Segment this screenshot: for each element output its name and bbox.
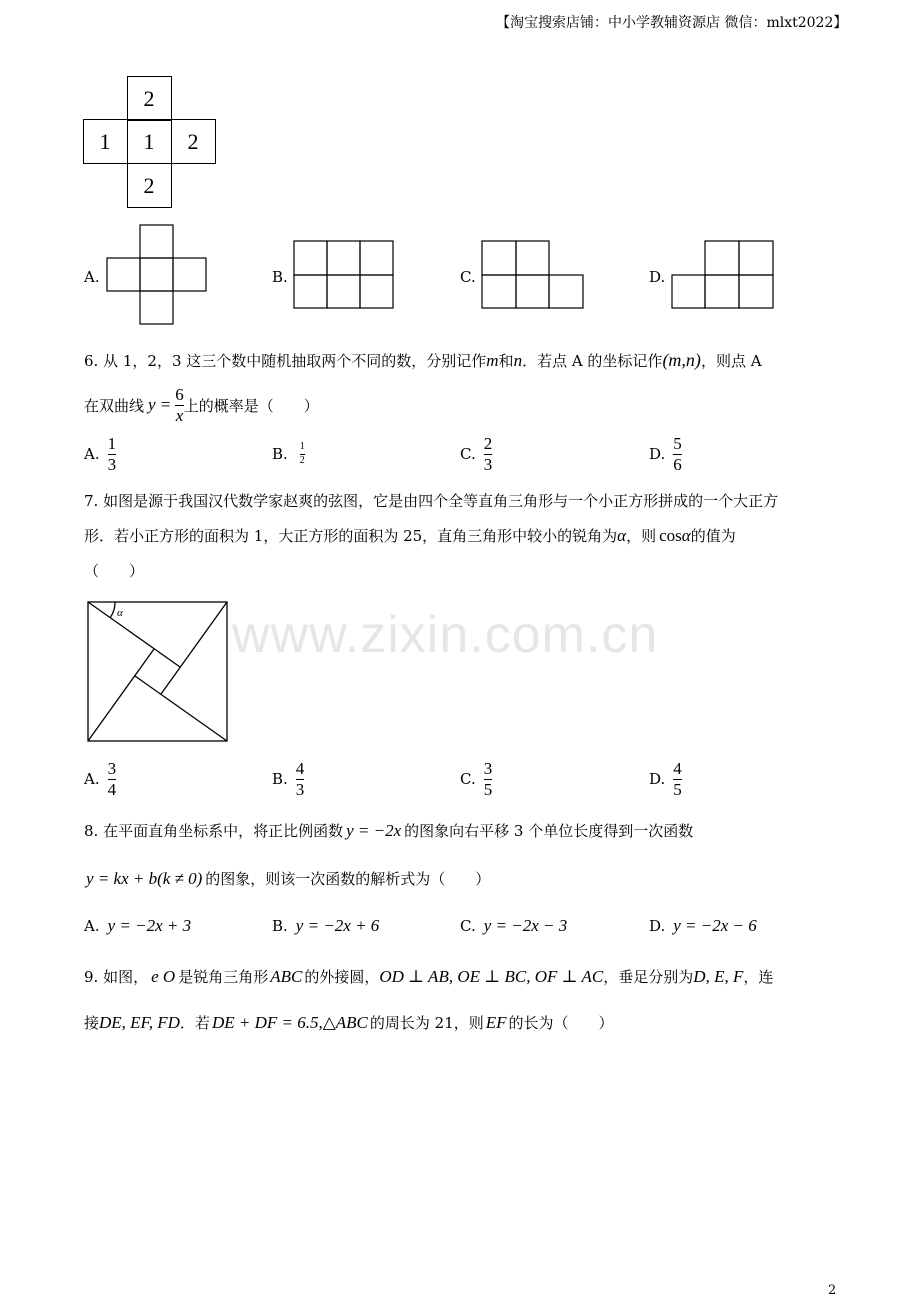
q6-n: n <box>513 351 523 370</box>
option-label: A. <box>84 770 100 789</box>
q9-ef: EF <box>485 1013 507 1032</box>
q7-line2 <box>84 525 736 546</box>
q6-option-d[interactable] <box>649 435 682 474</box>
q6-option-c[interactable] <box>460 435 492 474</box>
fraction-numerator: 2 <box>483 434 493 453</box>
q9-number: 9. <box>84 968 99 986</box>
option-label: D. <box>649 917 666 935</box>
q5-option-b-label[interactable]: B. <box>272 268 288 286</box>
q8-option-c[interactable] <box>460 916 567 936</box>
q7-line2c: 的值为 <box>690 527 736 545</box>
q5-option-b-figure <box>293 240 397 310</box>
q7-line1 <box>84 490 778 511</box>
fraction-numerator: 3 <box>483 759 493 778</box>
q7-option-c[interactable] <box>460 760 492 799</box>
option-label: B. <box>272 770 288 789</box>
fraction-numerator: 6 <box>175 385 184 404</box>
triangle-edge <box>135 676 227 741</box>
q5-option-c-figure <box>481 240 587 310</box>
q8-option-d[interactable] <box>649 916 757 936</box>
fraction-numerator: 5 <box>673 434 682 453</box>
option-fraction <box>673 435 682 474</box>
q6-number: 6. <box>84 352 99 370</box>
q9-cond: DE + DF = 6.5,△ABC <box>211 1013 368 1032</box>
triangle-edge <box>161 602 227 694</box>
fraction-denominator: 3 <box>483 454 493 474</box>
q6-hyperbola-fraction <box>175 386 184 425</box>
q8-func1: y = −2x <box>346 821 402 840</box>
q7-line2b: ，则 <box>626 527 657 545</box>
q6-text2: ．若点 A 的坐标记作 <box>522 352 663 370</box>
option-label: C. <box>460 917 476 935</box>
q9-t5: ，连 <box>743 968 774 986</box>
fraction-numerator: 4 <box>673 759 682 778</box>
q9-abc: ABC <box>270 967 303 986</box>
q6-line2 <box>84 386 319 425</box>
q6-m: m <box>486 351 499 370</box>
q5-option-d-label[interactable]: D. <box>649 268 666 286</box>
q9-def: D, E, F <box>693 967 744 986</box>
net-number: 2 <box>143 173 155 198</box>
watermark: www.zixin.com.cn <box>232 606 659 664</box>
q7-cos-alpha: α <box>681 526 691 545</box>
net-number: 1 <box>143 129 155 154</box>
q9-line1 <box>84 966 773 987</box>
fraction-denominator: 2 <box>299 454 305 466</box>
q9-t2: 是锐角三角形 <box>178 968 269 986</box>
option-label: D. <box>649 445 666 464</box>
angle-arc <box>110 602 115 618</box>
q6-option-a[interactable] <box>84 435 116 474</box>
fraction-denominator: 6 <box>673 454 682 474</box>
fraction-denominator: x <box>175 405 184 425</box>
fraction-numerator: 4 <box>295 759 305 778</box>
option-expr: y = −2x − 6 <box>673 916 757 935</box>
q7-alpha: α <box>617 526 627 545</box>
q6-coord: (m,n) <box>662 350 701 370</box>
outer-square <box>88 602 227 741</box>
q6-option-b[interactable] <box>272 442 305 466</box>
q8-option-a[interactable] <box>84 916 191 936</box>
option-fraction <box>108 760 117 799</box>
q7-cos: cos <box>659 526 682 545</box>
q7-option-a[interactable] <box>84 760 116 799</box>
net-number: 1 <box>99 129 111 154</box>
option-fraction <box>108 435 117 474</box>
q7-line2a: 形．若小正方形的面积为 1，大正方形的面积为 25，直角三角形中较小的锐角为 <box>84 527 618 545</box>
option-fraction <box>296 760 305 799</box>
q9-t4: ，垂足分别为 <box>603 968 694 986</box>
fraction-denominator: 3 <box>295 779 305 799</box>
option-label: C. <box>460 445 476 464</box>
q9-t8: 的周长为 21，则 <box>369 1014 484 1032</box>
q6-text4: 在双曲线 <box>84 396 145 415</box>
q9-t3: 的外接圆， <box>304 968 380 986</box>
option-expr: y = −2x + 6 <box>295 916 380 935</box>
q9-perp: OD ⊥ AB, OE ⊥ BC, OF ⊥ AC <box>379 967 604 986</box>
q7-option-b[interactable] <box>272 760 304 799</box>
header-shop-note: 【淘宝搜索店铺：中小学教辅资源店 微信：mlxt2022】 <box>496 15 848 31</box>
q5-option-a-label[interactable]: A. <box>84 268 100 286</box>
fraction-numerator: 1 <box>107 434 117 453</box>
q9-t1: 如图， <box>103 968 149 986</box>
q7-number: 7. <box>84 492 99 510</box>
q8-line1 <box>84 820 693 841</box>
triangle-edge <box>88 602 180 667</box>
option-label: B. <box>272 445 288 463</box>
q7-line1-text: 如图是源于我国汉代数学家赵爽的弦图，它是由四个全等直角三角形与一个小正方形拼成的一个大正方 <box>103 492 779 510</box>
angle-label: α <box>117 607 123 619</box>
option-fraction <box>484 760 493 799</box>
q6-line1 <box>84 350 762 371</box>
fraction-numerator: 3 <box>107 759 117 778</box>
fraction-denominator: 3 <box>107 454 117 474</box>
option-label: C. <box>460 770 476 789</box>
net-number: 2 <box>143 86 155 111</box>
option-expr: y = −2x + 3 <box>107 916 192 935</box>
q8-number: 8. <box>84 822 99 840</box>
q6-and: 和 <box>498 352 514 370</box>
q8-line1a: 在平面直角坐标系中，将正比例函数 <box>103 822 344 840</box>
q5-option-a-figure <box>105 224 209 326</box>
option-fraction <box>484 435 493 474</box>
q6-text5: 上的概率是（ ） <box>183 396 319 415</box>
q9-t7: ．若 <box>179 1014 210 1032</box>
q6-text3: ，则点 A <box>700 352 762 370</box>
page-number: 2 <box>828 1283 837 1298</box>
option-label: A. <box>84 445 100 464</box>
q8-line2b: 的图象，则该一次函数的解析式为（ ） <box>205 870 491 888</box>
q7-option-d[interactable] <box>649 760 682 799</box>
option-label: A. <box>84 917 100 935</box>
option-expr: y = −2x − 3 <box>483 916 568 935</box>
fraction-denominator: 4 <box>107 779 117 799</box>
fraction-denominator: 5 <box>673 779 682 799</box>
q6-y-eq: y = <box>148 395 172 415</box>
q9-segs: DE, EF, FD <box>99 1013 180 1032</box>
fraction-numerator: 1 <box>299 441 305 452</box>
q9-line2 <box>84 1012 614 1033</box>
q8-line2 <box>86 868 490 889</box>
net-number: 2 <box>187 129 199 154</box>
fraction-denominator: 5 <box>483 779 493 799</box>
q9-circle: e O <box>151 967 176 986</box>
q6-text1: 从 1，2，3 这三个数中随机抽取两个不同的数，分别记作 <box>103 352 487 370</box>
option-label: D. <box>649 770 666 789</box>
option-fraction <box>673 760 682 799</box>
option-fraction <box>300 442 305 466</box>
q8-func2: y = kx + b(k ≠ 0) <box>86 869 203 888</box>
q5-option-d-figure <box>671 240 777 310</box>
q8-line1b: 的图象向右平移 3 个单位长度得到一次函数 <box>404 822 694 840</box>
option-label: B. <box>272 917 288 935</box>
q9-t9: 的长为（ ） <box>508 1014 614 1032</box>
triangle-edge <box>88 649 154 741</box>
q5-option-c-label[interactable]: C. <box>460 268 476 286</box>
zhao-shuang-string-diagram <box>86 600 230 744</box>
q7-line3: （ ） <box>84 562 145 580</box>
q8-option-b[interactable] <box>272 916 379 936</box>
q9-t6: 接 <box>84 1014 100 1032</box>
